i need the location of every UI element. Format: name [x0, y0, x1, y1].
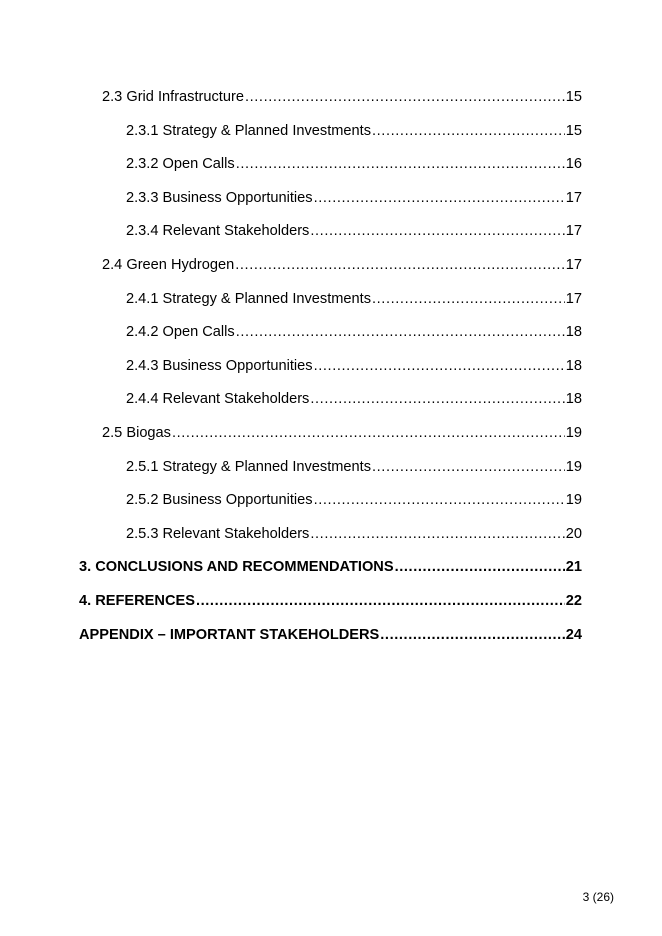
toc-dot-leader	[310, 220, 564, 242]
toc-entry-2-4[interactable]	[0, 254, 662, 288]
toc-entry-2-3-2[interactable]	[0, 153, 662, 187]
toc-entry-page: 17	[565, 290, 582, 307]
toc-entry-page: 18	[565, 357, 582, 374]
toc-entry-2-3-4[interactable]	[0, 220, 662, 254]
toc-entry-title: 2.4.1 Strategy & Planned Investments	[126, 290, 371, 307]
toc-dot-leader	[372, 120, 565, 142]
toc-entry-page: 19	[565, 492, 582, 509]
toc-entry-title: APPENDIX – IMPORTANT STAKEHOLDERS	[79, 626, 380, 643]
toc-entry-page: 17	[565, 223, 582, 240]
toc-entry-title: 2.5 Biogas	[102, 424, 171, 441]
toc-entry-page: 15	[565, 122, 582, 139]
toc-entry-title: 2.3.3 Business Opportunities	[126, 189, 313, 206]
toc-entry-page: 15	[565, 89, 582, 105]
toc-dot-leader	[372, 456, 565, 478]
toc-entry-appendix[interactable]	[0, 624, 662, 658]
toc-dot-leader	[236, 153, 565, 175]
toc-entry-page: 19	[565, 424, 582, 441]
toc-entry-page: 21	[565, 559, 582, 576]
toc-dot-leader	[245, 86, 565, 108]
toc-dot-leader	[314, 355, 565, 377]
toc-entry-page: 20	[565, 525, 582, 542]
toc-dot-leader	[172, 422, 565, 444]
toc-entry-title: 2.4.4 Relevant Stakeholders	[126, 391, 310, 408]
toc-entry-title: 2.3.2 Open Calls	[126, 156, 235, 173]
toc-entry-title: 2.5.2 Business Opportunities	[126, 492, 313, 509]
toc-dot-leader	[310, 388, 564, 410]
toc-dot-leader	[395, 556, 565, 578]
toc-entry-2-4-3[interactable]	[0, 355, 662, 389]
toc-entry-page: 17	[565, 189, 582, 206]
toc-dot-leader	[380, 624, 564, 646]
toc-entry-title: 2.3 Grid Infrastructure	[102, 89, 244, 105]
toc-entry-references[interactable]	[0, 590, 662, 624]
toc-entry-page: 19	[565, 458, 582, 475]
toc-dot-leader	[196, 590, 565, 612]
toc-entry-title: 2.4.2 Open Calls	[126, 324, 235, 341]
toc-entry-title: 2.4 Green Hydrogen	[102, 256, 235, 273]
page-number: 3 (26)	[582, 890, 614, 904]
toc-dot-leader	[314, 187, 565, 209]
toc-entry-2-5-1[interactable]	[0, 456, 662, 490]
toc-entry-title: 3. CONCLUSIONS AND RECOMMENDATIONS	[79, 559, 394, 576]
toc-dot-leader	[372, 288, 565, 310]
toc-entry-2-5-3[interactable]	[0, 523, 662, 557]
toc-entry-title: 2.3.1 Strategy & Planned Investments	[126, 122, 371, 139]
toc-entry-title: 2.5.1 Strategy & Planned Investments	[126, 458, 371, 475]
toc-entry-2-3[interactable]	[0, 86, 662, 120]
table-of-contents	[0, 86, 662, 657]
toc-entry-title: 2.4.3 Business Opportunities	[126, 357, 313, 374]
toc-entry-page: 17	[565, 256, 582, 273]
toc-entry-2-3-3[interactable]	[0, 187, 662, 221]
toc-entry-conclusions[interactable]	[0, 556, 662, 590]
toc-dot-leader	[236, 321, 565, 343]
toc-entry-title: 4. REFERENCES	[79, 592, 195, 609]
toc-entry-page: 18	[565, 324, 582, 341]
toc-entry-2-5[interactable]	[0, 422, 662, 456]
toc-entry-2-4-4[interactable]	[0, 388, 662, 422]
toc-entry-title: 2.3.4 Relevant Stakeholders	[126, 223, 310, 240]
toc-entry-2-4-1[interactable]	[0, 288, 662, 322]
toc-dot-leader	[314, 489, 565, 511]
toc-entry-page: 24	[565, 626, 582, 643]
toc-dot-leader	[235, 254, 565, 276]
toc-entry-page: 18	[565, 391, 582, 408]
toc-entry-2-4-2[interactable]	[0, 321, 662, 355]
toc-dot-leader	[310, 523, 564, 545]
toc-entry-title: 2.5.3 Relevant Stakeholders	[126, 525, 310, 542]
toc-entry-page: 22	[565, 592, 582, 609]
toc-entry-page: 16	[565, 156, 582, 173]
toc-entry-2-5-2[interactable]	[0, 489, 662, 523]
toc-entry-2-3-1[interactable]	[0, 120, 662, 154]
